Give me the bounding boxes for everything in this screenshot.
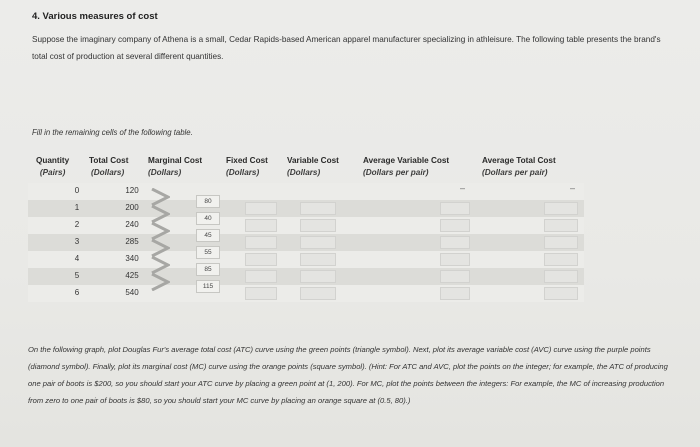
chevron-right-icon	[150, 188, 170, 206]
quantity-cell: 3	[74, 237, 80, 246]
quantity-cell: 6	[74, 288, 80, 297]
chevron-right-icon	[150, 256, 170, 274]
header-variable-cost: Variable Cost (Dollars)	[287, 156, 339, 177]
variable-cost-input[interactable]	[300, 270, 336, 283]
header-total-cost: Total Cost (Dollars)	[89, 156, 129, 177]
average-variable-cost-input[interactable]	[440, 236, 470, 249]
marginal-cost-field[interactable]: 40	[196, 212, 220, 225]
average-total-cost-input[interactable]	[544, 253, 578, 266]
average-variable-cost-input[interactable]	[440, 253, 470, 266]
variable-cost-input[interactable]	[300, 202, 336, 215]
quantity-cell: 5	[74, 271, 80, 280]
average-variable-cost-input[interactable]	[440, 287, 470, 300]
total-cost-cell: 540	[125, 288, 139, 297]
fixed-cost-input[interactable]	[245, 253, 277, 266]
quantity-cell: 1	[74, 203, 80, 212]
quantity-cell: 4	[74, 254, 80, 263]
variable-cost-input[interactable]	[300, 236, 336, 249]
quantity-cell: 2	[74, 220, 80, 229]
average-variable-cost-input[interactable]	[440, 270, 470, 283]
total-cost-cell: 240	[125, 220, 139, 229]
intro-text: Suppose the imaginary company of Athena is a small, Cedar Rapids-based American apparel manufacturer specializing in athleisure. The following table presents the brand's total cost of production at several different quantities.	[32, 35, 661, 61]
marginal-cost-field[interactable]: 85	[196, 263, 220, 276]
average-total-cost-input[interactable]	[544, 287, 578, 300]
header-quantity: Quantity (Pairs)	[36, 156, 70, 177]
not-applicable-mark: –	[460, 183, 466, 193]
fixed-cost-input[interactable]	[245, 287, 277, 300]
total-cost-cell: 340	[125, 254, 139, 263]
fixed-cost-input[interactable]	[245, 202, 277, 215]
average-total-cost-input[interactable]	[544, 236, 578, 249]
header-average-variable-cost: Average Variable Cost (Dollars per pair)	[363, 156, 450, 177]
header-average-total-cost: Average Total Cost (Dollars per pair)	[482, 156, 556, 177]
average-total-cost-input[interactable]	[544, 219, 578, 232]
total-cost-cell: 120	[125, 186, 139, 195]
header-fixed-cost: Fixed Cost (Dollars)	[226, 156, 268, 177]
chevron-right-icon	[150, 239, 170, 257]
variable-cost-input[interactable]	[300, 253, 336, 266]
chevron-right-icon	[150, 222, 170, 240]
fixed-cost-input[interactable]	[245, 219, 277, 232]
marginal-cost-field[interactable]: 45	[196, 229, 220, 242]
average-variable-cost-input[interactable]	[440, 219, 470, 232]
total-cost-cell: 425	[125, 271, 139, 280]
header-marginal-cost: Marginal Cost (Dollars)	[148, 156, 203, 177]
graph-instructions: On the following graph, plot Douglas Fur's average total cost (ATC) curve using the green points (triangle symbol). Next, plot its average variable cost (AVC) curve using the purple points (diamond symbol). Finally, plot its marginal cost (MC) curve using the orange points (square symbol). (Hint: For ATC and AVC, plot the points on the integer; for example, the ATC of producing one pair of boots is $200, so you should start your ATC curve by placing a green point at (1, 200). For MC, plot the points between the integers: For example, the MC of increasing production from zero to one pair of boots is $80, so you should start your MC curve by placing an orange square at (0.5, 80).)	[28, 345, 668, 405]
quantity-cell: 0	[74, 186, 80, 195]
question-heading: 4. Various measures of cost	[32, 11, 158, 22]
not-applicable-mark: –	[570, 183, 576, 193]
marginal-cost-field[interactable]: 115	[196, 280, 220, 293]
average-total-cost-input[interactable]	[544, 202, 578, 215]
variable-cost-input[interactable]	[300, 287, 336, 300]
fixed-cost-input[interactable]	[245, 236, 277, 249]
marginal-cost-field[interactable]: 80	[196, 195, 220, 208]
variable-cost-input[interactable]	[300, 219, 336, 232]
fixed-cost-input[interactable]	[245, 270, 277, 283]
total-cost-cell: 285	[125, 237, 139, 246]
chevron-right-icon	[150, 205, 170, 223]
average-total-cost-input[interactable]	[544, 270, 578, 283]
total-cost-cell: 200	[125, 203, 139, 212]
average-variable-cost-input[interactable]	[440, 202, 470, 215]
chevron-right-icon	[150, 273, 170, 291]
table-instruction: Fill in the remaining cells of the following table.	[32, 128, 193, 137]
marginal-cost-field[interactable]: 55	[196, 246, 220, 259]
